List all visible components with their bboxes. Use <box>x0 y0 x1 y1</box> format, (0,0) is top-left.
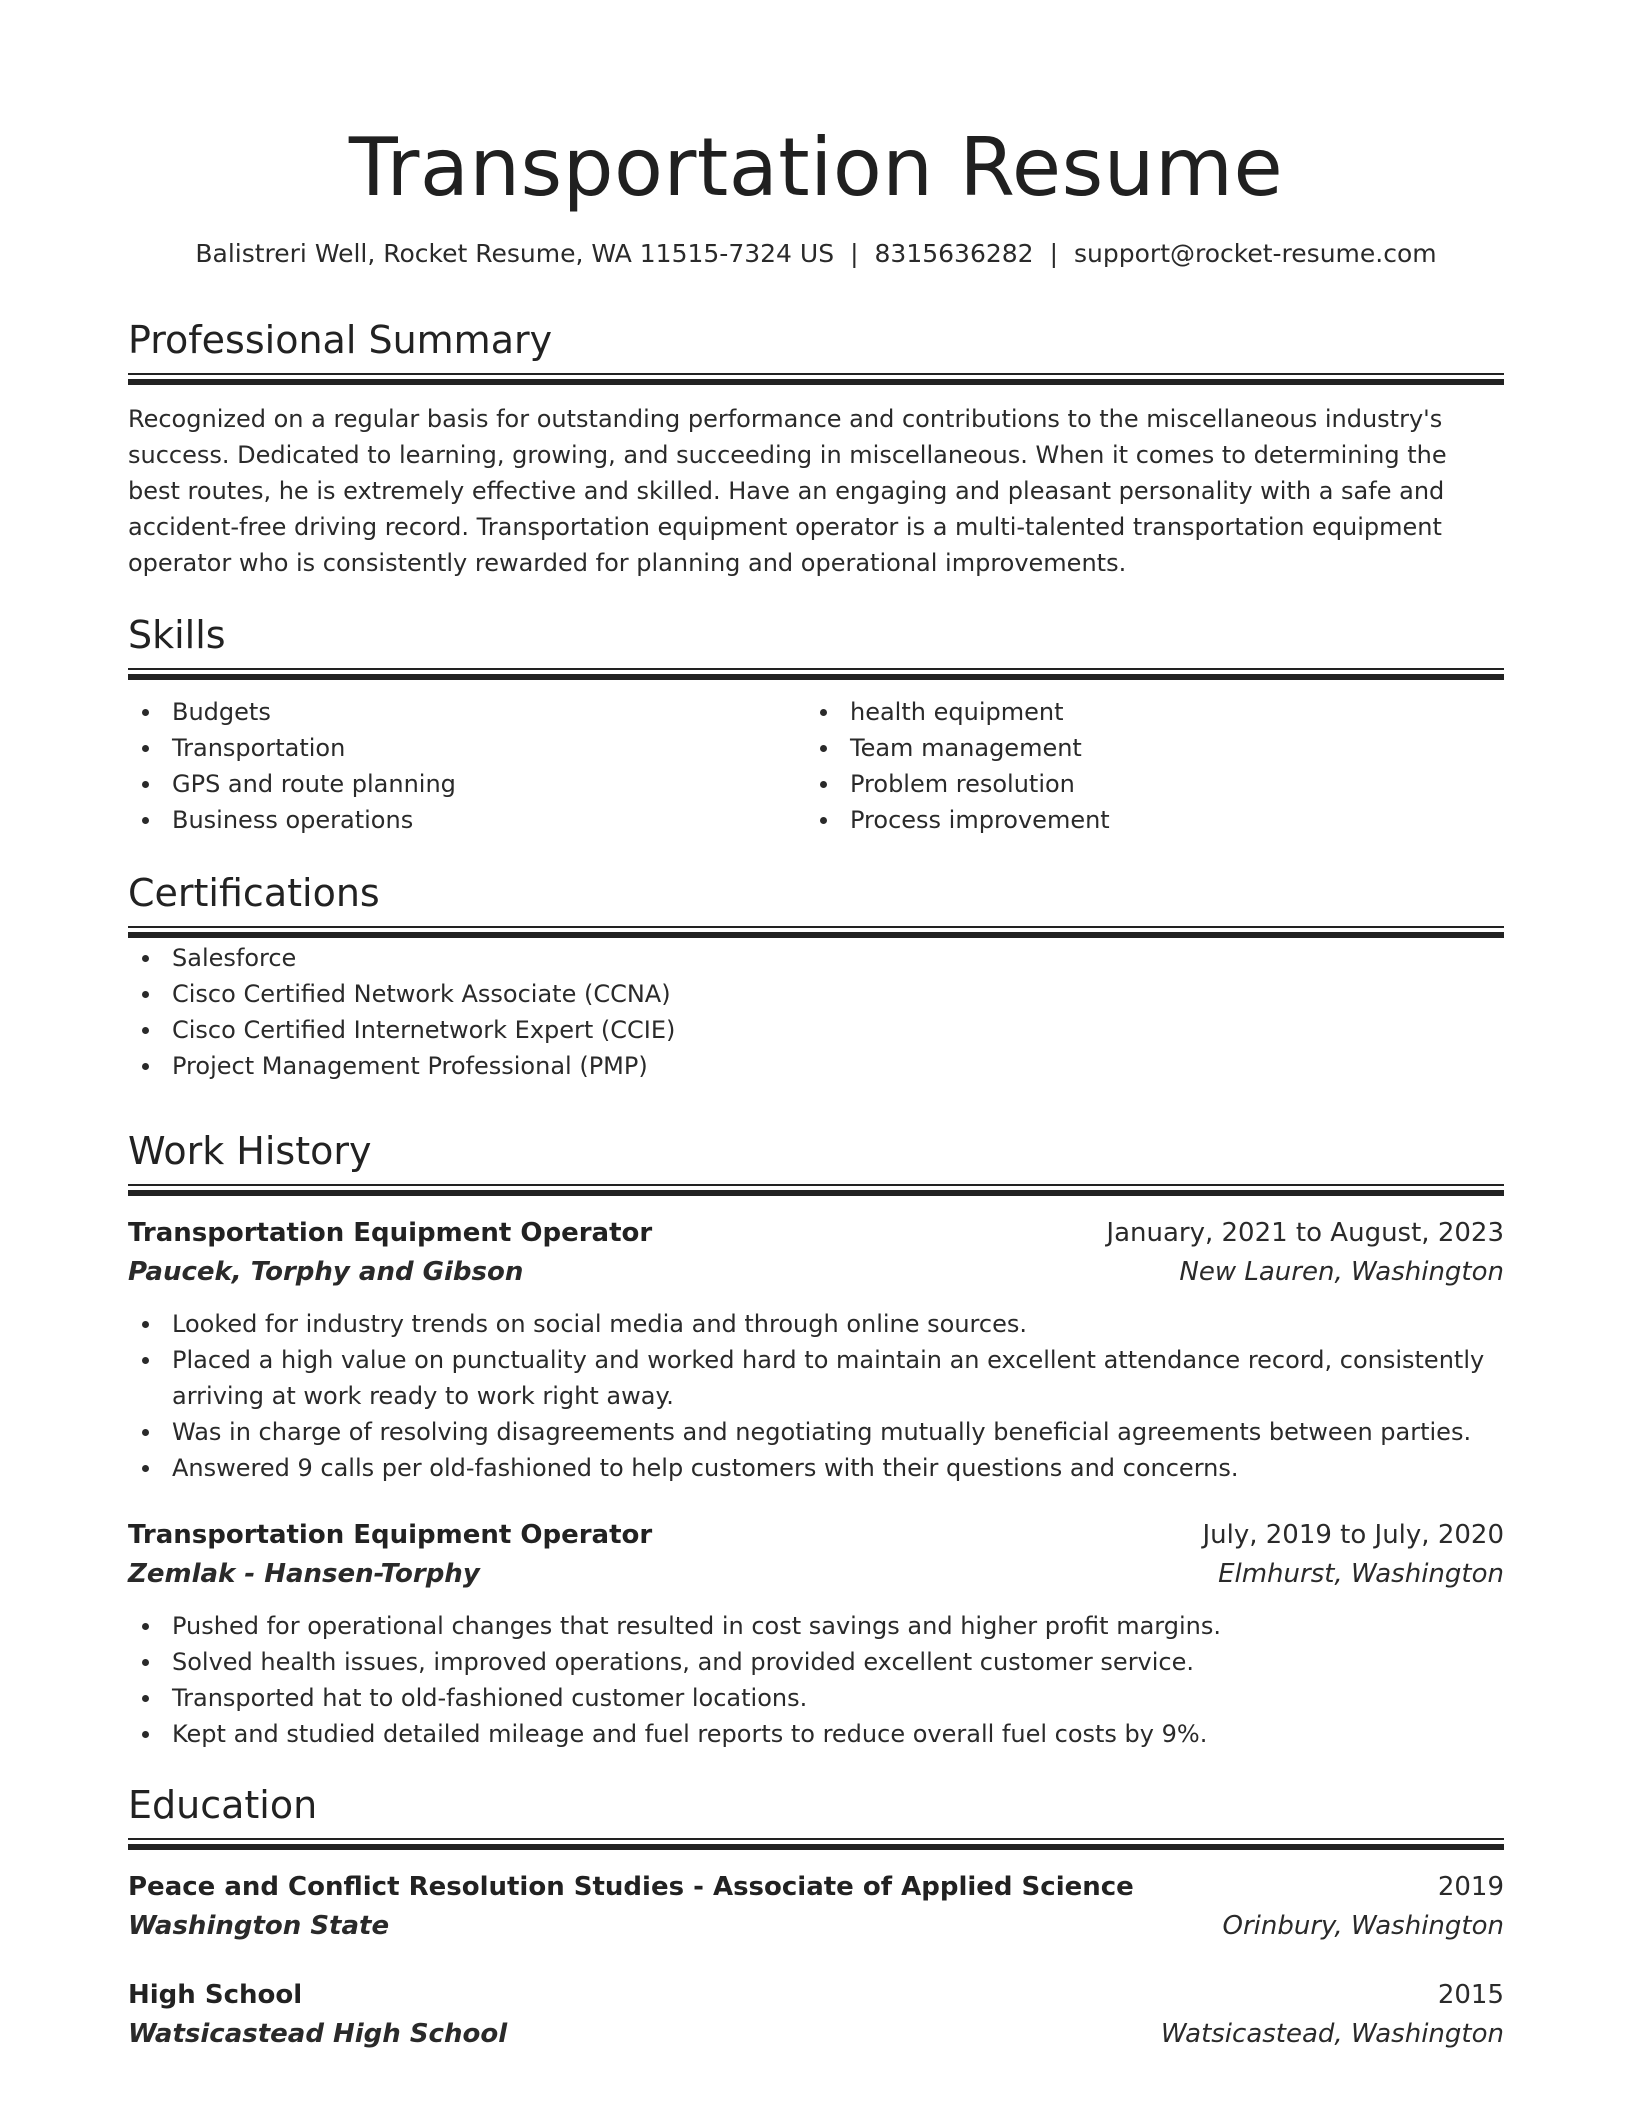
section-divider <box>128 668 1504 682</box>
skill-item: Process improvement <box>806 802 1484 838</box>
section-heading: Work History <box>128 1129 372 1173</box>
section-heading: Professional Summary <box>128 318 553 362</box>
skills-list-right <box>806 694 1484 838</box>
section-divider <box>128 1838 1504 1852</box>
section-heading: Certifications <box>128 871 380 915</box>
job-bullet: Pushed for operational changes that resulted in cost savings and higher profit margins. <box>128 1608 1504 1644</box>
skills-list-left <box>128 694 806 838</box>
job-bullet: Answered 9 calls per old-fashioned to help customers with their questions and concerns. <box>128 1450 1504 1486</box>
education-degree: Peace and Conflict Resolution Studies - Associate of Applied Science <box>128 1872 1134 1902</box>
job-company: Zemlak - Hansen-Torphy <box>128 1559 480 1589</box>
section-heading: Skills <box>128 613 226 657</box>
job-dates: July, 2019 to July, 2020 <box>1202 1520 1504 1550</box>
section-divider <box>128 1184 1504 1198</box>
job-bullet: Placed a high value on punctuality and worked hard to maintain an excellent attendance record, consistently arriving at work ready to work right away. <box>128 1342 1504 1414</box>
education-year: 2015 <box>1437 1980 1504 2010</box>
resume-title: Transportation Resume <box>348 121 1284 214</box>
contact-separator: | <box>1049 239 1059 268</box>
education-year: 2019 <box>1437 1872 1504 1902</box>
job-location: Elmhurst, Washington <box>1218 1559 1504 1589</box>
skill-item: GPS and route planning <box>128 766 806 802</box>
skill-item: Transportation <box>128 730 806 766</box>
skills-columns <box>128 694 1504 838</box>
job-bullets <box>128 1306 1504 1486</box>
job-bullet: Looked for industry trends on social media and through online sources. <box>128 1306 1504 1342</box>
section-divider <box>128 926 1504 940</box>
section-heading: Education <box>128 1783 318 1827</box>
summary-section <box>128 315 1504 581</box>
education-degree: High School <box>128 1980 303 2010</box>
work-history-section <box>128 1126 1504 1752</box>
education-entry <box>128 1976 1504 2054</box>
certification-item: Cisco Certified Internetwork Expert (CCIE) <box>128 1012 1504 1048</box>
job-entry <box>128 1214 1504 1486</box>
job-entry <box>128 1516 1504 1752</box>
education-location: Watsicastead, Washington <box>1160 2019 1504 2049</box>
skills-section <box>128 610 1504 838</box>
education-school: Watsicastead High School <box>128 2019 508 2049</box>
certification-item: Project Management Professional (PMP) <box>128 1048 1504 1084</box>
job-bullets <box>128 1608 1504 1752</box>
job-title: Transportation Equipment Operator <box>128 1520 653 1550</box>
certifications-list <box>128 940 1504 1084</box>
education-section <box>128 1780 1504 2054</box>
contact-phone: 8315636282 <box>874 239 1034 268</box>
skill-item: Problem resolution <box>806 766 1484 802</box>
job-bullet: Solved health issues, improved operations, and provided excellent customer service. <box>128 1644 1504 1680</box>
job-title: Transportation Equipment Operator <box>128 1218 653 1248</box>
contact-address: Balistreri Well, Rocket Resume, WA 11515-7324 US <box>195 239 835 268</box>
section-divider <box>128 373 1504 387</box>
contact-separator: | <box>850 239 859 268</box>
skill-item: health equipment <box>806 694 1484 730</box>
skill-item: Team management <box>806 730 1484 766</box>
job-dates: January, 2021 to August, 2023 <box>1106 1218 1504 1248</box>
summary-text: Recognized on a regular basis for outstanding performance and contributions to the miscellaneous industry's success. Dedicated to learning, growing, and succeeding in miscellaneous. When it comes to determining the best routes, he is extremely effective and skilled. Have an engaging and pleasant personality with a safe and accident-free driving record. Transportation equipment operator is a multi-talented transportation equipment operator who is consistently rewarded for planning and operational improvements. <box>128 405 1447 577</box>
education-entry <box>128 1868 1504 1946</box>
contact-email: support@rocket-resume.com <box>1074 239 1437 268</box>
education-location: Orinbury, Washington <box>1222 1911 1504 1941</box>
education-school: Washington State <box>128 1911 390 1941</box>
job-company: Paucek, Torphy and Gibson <box>128 1257 524 1287</box>
job-bullet: Was in charge of resolving disagreements and negotiating mutually beneficial agreements between parties. <box>128 1414 1504 1450</box>
certification-item: Salesforce <box>128 940 1504 976</box>
skill-item: Budgets <box>128 694 806 730</box>
job-location: New Lauren, Washington <box>1179 1257 1504 1287</box>
certification-item: Cisco Certified Network Associate (CCNA) <box>128 976 1504 1012</box>
skill-item: Business operations <box>128 802 806 838</box>
job-bullet: Kept and studied detailed mileage and fuel reports to reduce overall fuel costs by 9%. <box>128 1716 1504 1752</box>
contact-line <box>0 236 1632 272</box>
certifications-section <box>128 868 1504 1084</box>
job-bullet: Transported hat to old-fashioned customer locations. <box>128 1680 1504 1716</box>
